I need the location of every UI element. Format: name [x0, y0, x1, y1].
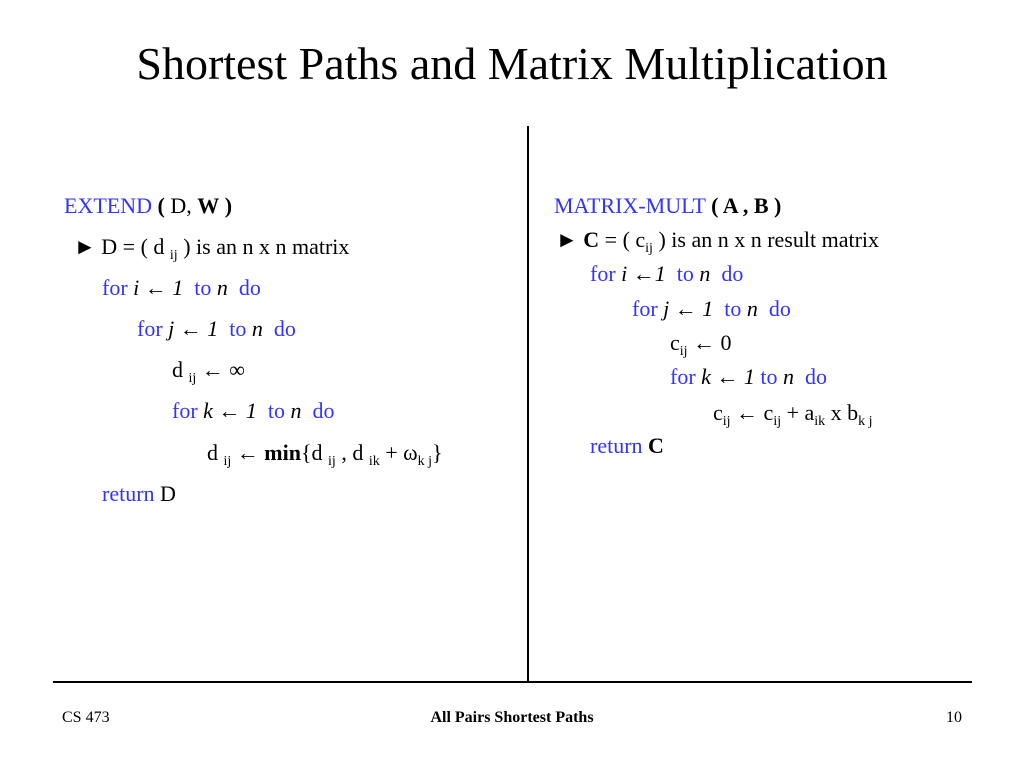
- kw-for: for: [632, 296, 658, 321]
- mm-upd-c: c: [713, 400, 723, 425]
- upd-mid: , d: [341, 440, 364, 465]
- extend-return: [102, 481, 176, 507]
- mm-update: [713, 400, 873, 429]
- extend-arg-d: D: [170, 193, 187, 218]
- loop-var-j: j: [663, 296, 670, 321]
- extend-header: [64, 193, 232, 219]
- mm-upd-sub-kj: k j: [858, 414, 873, 429]
- upd-sub-ij: ij: [223, 454, 232, 469]
- loop-start: ←1: [632, 261, 666, 286]
- init-d: d: [172, 357, 183, 382]
- init-assign: ← ∞: [201, 357, 245, 382]
- extend-comma: ,: [186, 193, 192, 218]
- init-sub: ij: [188, 371, 197, 386]
- loop-var-i: i: [621, 261, 628, 286]
- kw-do: do: [805, 364, 828, 389]
- mm-upd-arrow: ← c: [736, 400, 774, 425]
- upd-sub-ik: ik: [368, 454, 380, 469]
- footer-divider: [53, 681, 972, 683]
- loop-end-n: n: [251, 316, 263, 341]
- extend-comment: [74, 234, 350, 263]
- loop-var-i: i: [133, 275, 140, 300]
- loop-var-k: k: [701, 364, 711, 389]
- column-divider: [527, 126, 529, 682]
- mm-args: ( A , B ): [711, 193, 782, 218]
- mm-loop-i: [590, 261, 743, 287]
- kw-for: for: [590, 261, 616, 286]
- loop-end-n: n: [699, 261, 711, 286]
- kw-for: for: [102, 275, 128, 300]
- footer-page-number: 10: [946, 709, 962, 726]
- kw-do: do: [238, 275, 261, 300]
- kw-to: to: [724, 296, 742, 321]
- loop-start: ← 1: [218, 398, 257, 423]
- mm-upd-times: x b: [830, 400, 859, 425]
- extend-arg-w: W: [197, 193, 220, 218]
- kw-for: for: [172, 398, 198, 423]
- extend-loop-k: [172, 398, 335, 424]
- upd-arrow: ←: [236, 440, 259, 465]
- mm-upd-plus: + a: [786, 400, 815, 425]
- kw-to: to: [194, 275, 212, 300]
- mm-upd-sub-ij2: ij: [773, 414, 782, 429]
- loop-start: ← 1: [144, 275, 184, 300]
- loop-end-n: n: [216, 275, 228, 300]
- extend-loop-i: [102, 275, 261, 301]
- upd-brace-open: {d: [300, 440, 323, 465]
- upd-plus-omega: + ω: [385, 440, 418, 465]
- mm-return-value: C: [648, 433, 664, 458]
- mm-comment-c: C: [583, 227, 600, 252]
- loop-start: ← 1: [179, 316, 219, 341]
- kw-return: return: [590, 433, 643, 458]
- loop-start: ← 1: [674, 296, 714, 321]
- mm-header: [554, 193, 781, 219]
- extend-update: [207, 440, 443, 469]
- loop-end-n: n: [783, 364, 795, 389]
- mm-loop-j: [632, 296, 791, 322]
- mm-init: [670, 330, 732, 359]
- upd-sub-kj: k j: [417, 454, 432, 469]
- loop-var-j: j: [168, 316, 175, 341]
- loop-end-n: n: [290, 398, 302, 423]
- extend-comment-pre: ► D = ( d: [74, 234, 165, 259]
- upd-brace-close: }: [431, 440, 443, 465]
- mm-upd-sub-ij: ij: [722, 414, 731, 429]
- mm-loop-k: [670, 364, 827, 390]
- return-value: D: [160, 481, 176, 506]
- extend-proc-name: EXTEND: [64, 193, 152, 218]
- mm-return: [590, 433, 664, 459]
- extend-loop-j: [137, 316, 296, 342]
- extend-comment-post: ) is an n x n matrix: [183, 234, 350, 259]
- mm-init-assign: ← 0: [693, 330, 732, 355]
- mm-comment-sub: ij: [645, 241, 653, 256]
- upd-min: min: [264, 440, 301, 465]
- loop-start: ← 1: [716, 364, 755, 389]
- kw-for: for: [137, 316, 163, 341]
- kw-for: for: [670, 364, 696, 389]
- mm-init-c: c: [670, 330, 680, 355]
- kw-do: do: [721, 261, 744, 286]
- kw-do: do: [273, 316, 296, 341]
- mm-upd-sub-ik: ik: [814, 414, 826, 429]
- mm-proc-name: MATRIX-MULT: [554, 193, 706, 218]
- kw-return: return: [102, 481, 155, 506]
- extend-args-close: ): [224, 193, 233, 218]
- upd-d: d: [207, 440, 218, 465]
- mm-comment-arrow: ►: [556, 227, 578, 252]
- kw-do: do: [312, 398, 335, 423]
- mm-comment: [556, 227, 880, 256]
- mm-init-sub: ij: [679, 344, 688, 359]
- extend-args-open: (: [157, 193, 165, 218]
- footer-topic: All Pairs Shortest Paths: [430, 709, 594, 726]
- kw-to: to: [676, 261, 694, 286]
- footer-course: CS 473: [62, 709, 110, 726]
- loop-end-n: n: [746, 296, 758, 321]
- kw-to: to: [760, 364, 778, 389]
- kw-to: to: [267, 398, 286, 423]
- upd-sub-ij2: ij: [328, 454, 336, 469]
- extend-init: [172, 357, 245, 386]
- extend-comment-sub: ij: [169, 248, 178, 263]
- mm-comment-post: ) is an n x n result matrix: [658, 227, 880, 252]
- loop-var-k: k: [203, 398, 213, 423]
- slide-title: Shortest Paths and Matrix Multiplication: [136, 38, 888, 89]
- kw-do: do: [768, 296, 791, 321]
- mm-comment-mid: = ( c: [604, 227, 646, 252]
- kw-to: to: [229, 316, 247, 341]
